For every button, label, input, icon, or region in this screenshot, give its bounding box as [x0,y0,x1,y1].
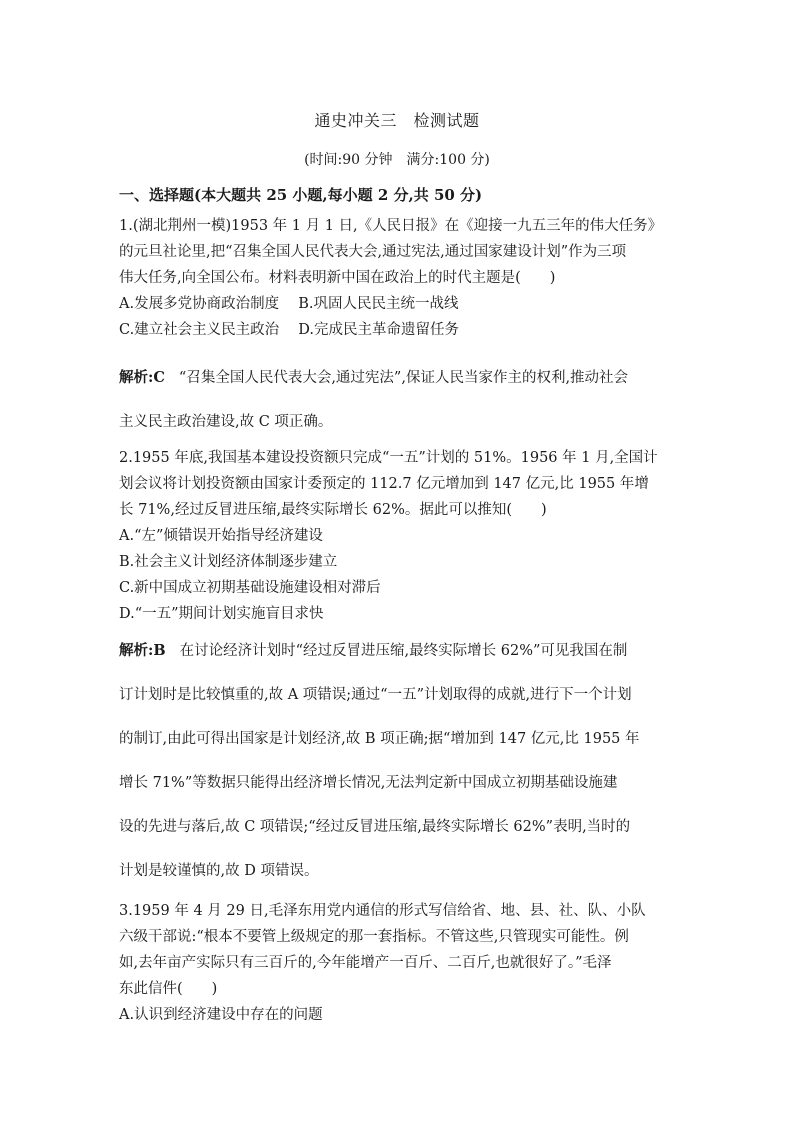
question-2-line-1: 2.1955 年底,我国基本建设投资额只完成“一五”计划的 51%。1956 年 1 月,全国计 [119,450,658,466]
question-2-line-2: 划会议将计划投资额由国家计委预定的 112.7 亿元增加到 147 亿元,比 1955 年增 [119,476,649,492]
question-2-analysis-line-6: 计划是较谨慎的,故 D 项错误。 [119,863,319,879]
question-1 [119,213,679,343]
question-2-analysis-line-5: 设的先进与落后,故 C 项错误;“经过反冒进压缩,最终实际增长 62%”表明,当时的 [119,819,631,835]
question-2-answer-tag: 解析:B [119,642,166,659]
page-title: 通史冲关三 检测试题 [314,111,480,130]
question-2-option-b: B.社会主义计划经济体制逐步建立 [119,554,338,570]
question-2-option-c: C.新中国成立初期基础设施建设相对滞后 [119,580,381,596]
exam-time-score: (时间:90 分钟 满分:100 分) [304,152,490,168]
question-2-analysis-line-2: 订计划时是比较慎重的,故 A 项错误;通过“一五”计划取得的成就,进行下一个计划 [119,687,632,703]
question-2-line-3: 长 71%,经过反冒进压缩,最终实际增长 62%。据此可以推知( ) [119,502,547,518]
question-1-answer-tag: 解析:C [119,369,165,386]
question-3-option-a: A.认识到经济建设中存在的问题 [119,1007,323,1023]
question-2-analysis-line-1 [119,629,679,673]
question-2-analysis-line-3: 的制订,由此可得出国家是计划经济,故 B 项正确;据“增加到 147 亿元,比 1955 年 [119,731,640,747]
question-1-options-ab: A.发展多党协商政治制度 B.巩固人民民主统一战线 [119,296,459,312]
question-1-line-2: 的元旦社论里,把“召集全国人民代表大会,通过宪法,通过国家建设计划”作为三项 [119,244,627,260]
question-2-analysis-text-1: 在讨论经济计划时“经过反冒进压缩,最终实际增长 62%”可见我国在制 [179,643,628,659]
question-3-line-2: 六级干部说:“根本不要管上级规定的那一套指标。不管这些,只管现实可能性。例 [119,929,629,945]
question-1-analysis [119,356,679,444]
question-2-analysis-line-4: 增长 71%”等数据只能得出经济增长情况,无法判定新中国成立初期基础设施建 [119,775,618,791]
question-1-analysis-text-1: “召集全国人民代表大会,通过宪法”,保证人民当家作主的权利,推动社会 [178,370,629,386]
question-2-option-a: A.“左”倾错误开始指导经济建设 [119,528,323,544]
section-heading: 一、选择题(本大题共 25 小题,每小题 2 分,共 50 分) [119,186,483,204]
question-3-line-4: 东此信件( ) [119,981,218,997]
question-2-analysis [119,629,679,893]
question-3-line-3: 如,去年亩产实际只有三百斤的,今年能增产一百斤、二百斤,也就很好了。”毛泽 [119,955,612,971]
question-1-options-cd: C.建立社会主义民主政治 D.完成民主革命遗留任务 [119,322,460,338]
question-3-line-1: 3.1959 年 4 月 29 日,毛泽东用党内通信的形式写信给省、地、县、社、队、小队 [119,903,646,919]
question-2 [119,445,679,627]
question-1-analysis-line-2: 主义民主政治建设,故 C 项正确。 [119,414,333,430]
question-1-analysis-line-1 [119,356,679,400]
question-3 [119,898,679,1028]
question-1-line-3: 伟大任务,向全国公布。材料表明新中国在政治上的时代主题是( ) [119,270,556,286]
question-2-option-d: D.“一五”期间计划实施盲目求快 [119,606,324,622]
question-1-line-1: 1.(湖北荆州一模)1953 年 1 月 1 日,《人民日报》在《迎接一九五三年的伟大任务》 [119,218,663,234]
